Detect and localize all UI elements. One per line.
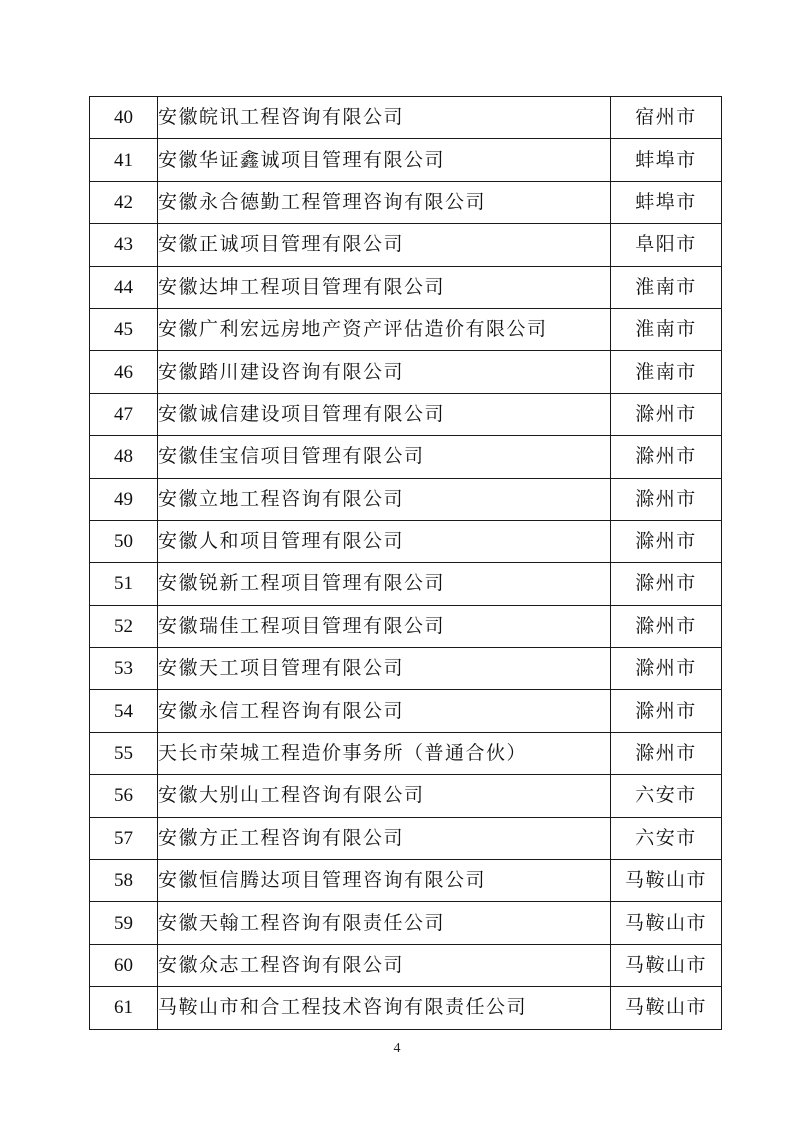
city-name: 滁州市 — [611, 605, 722, 647]
page-number: 4 — [393, 1041, 401, 1056]
row-number: 41 — [90, 139, 158, 181]
row-number: 61 — [90, 987, 158, 1029]
company-name: 天长市荣城工程造价事务所（普通合伙） — [158, 732, 611, 774]
row-number: 49 — [90, 478, 158, 520]
row-number: 47 — [90, 393, 158, 435]
company-name: 安徽广利宏远房地产资产评估造价有限公司 — [158, 308, 611, 350]
table-row — [90, 224, 722, 266]
city-name: 淮南市 — [611, 308, 722, 350]
city-name: 蚌埠市 — [611, 139, 722, 181]
company-name: 安徽恒信腾达项目管理咨询有限公司 — [158, 860, 611, 902]
city-name: 六安市 — [611, 775, 722, 817]
company-name: 安徽瑞佳工程项目管理有限公司 — [158, 605, 611, 647]
company-table — [89, 96, 722, 1030]
city-name: 滁州市 — [611, 393, 722, 435]
company-name: 安徽永信工程咨询有限公司 — [158, 690, 611, 732]
row-number: 53 — [90, 648, 158, 690]
city-name: 滁州市 — [611, 690, 722, 732]
city-name: 淮南市 — [611, 351, 722, 393]
company-name: 安徽华证鑫诚项目管理有限公司 — [158, 139, 611, 181]
city-name: 滁州市 — [611, 436, 722, 478]
company-name: 马鞍山市和合工程技术咨询有限责任公司 — [158, 987, 611, 1029]
city-name: 宿州市 — [611, 97, 722, 139]
row-number: 46 — [90, 351, 158, 393]
table-row — [90, 944, 722, 986]
company-name: 安徽天翰工程咨询有限责任公司 — [158, 902, 611, 944]
table-row — [90, 690, 722, 732]
table-row — [90, 308, 722, 350]
table-row — [90, 648, 722, 690]
row-number: 48 — [90, 436, 158, 478]
city-name: 滁州市 — [611, 478, 722, 520]
table-row — [90, 987, 722, 1029]
city-name: 淮南市 — [611, 266, 722, 308]
row-number: 45 — [90, 308, 158, 350]
row-number: 42 — [90, 181, 158, 223]
row-number: 43 — [90, 224, 158, 266]
company-table-body — [90, 97, 722, 1030]
company-name: 安徽皖讯工程咨询有限公司 — [158, 97, 611, 139]
row-number: 52 — [90, 605, 158, 647]
row-number: 40 — [90, 97, 158, 139]
company-name: 安徽诚信建设项目管理有限公司 — [158, 393, 611, 435]
table-row — [90, 266, 722, 308]
row-number: 55 — [90, 732, 158, 774]
city-name: 滁州市 — [611, 563, 722, 605]
company-name: 安徽佳宝信项目管理有限公司 — [158, 436, 611, 478]
table-row — [90, 732, 722, 774]
company-name: 安徽立地工程咨询有限公司 — [158, 478, 611, 520]
row-number: 59 — [90, 902, 158, 944]
table-row — [90, 563, 722, 605]
city-name: 马鞍山市 — [611, 860, 722, 902]
city-name: 滁州市 — [611, 520, 722, 562]
company-name: 安徽方正工程咨询有限公司 — [158, 817, 611, 859]
table-row — [90, 520, 722, 562]
company-name: 安徽达坤工程项目管理有限公司 — [158, 266, 611, 308]
table-row — [90, 139, 722, 181]
company-name: 安徽踏川建设咨询有限公司 — [158, 351, 611, 393]
row-number: 54 — [90, 690, 158, 732]
table-row — [90, 817, 722, 859]
row-number: 50 — [90, 520, 158, 562]
city-name: 马鞍山市 — [611, 987, 722, 1029]
table-row — [90, 97, 722, 139]
table-row — [90, 902, 722, 944]
table-row — [90, 393, 722, 435]
table-row — [90, 436, 722, 478]
city-name: 滁州市 — [611, 732, 722, 774]
company-name: 安徽天工项目管理有限公司 — [158, 648, 611, 690]
row-number: 56 — [90, 775, 158, 817]
company-name: 安徽大别山工程咨询有限公司 — [158, 775, 611, 817]
row-number: 51 — [90, 563, 158, 605]
company-name: 安徽人和项目管理有限公司 — [158, 520, 611, 562]
row-number: 60 — [90, 944, 158, 986]
table-row — [90, 860, 722, 902]
company-name: 安徽正诚项目管理有限公司 — [158, 224, 611, 266]
company-name: 安徽永合德勤工程管理咨询有限公司 — [158, 181, 611, 223]
city-name: 马鞍山市 — [611, 902, 722, 944]
table-row — [90, 605, 722, 647]
city-name: 阜阳市 — [611, 224, 722, 266]
table-row — [90, 775, 722, 817]
city-name: 蚌埠市 — [611, 181, 722, 223]
row-number: 58 — [90, 860, 158, 902]
company-name: 安徽锐新工程项目管理有限公司 — [158, 563, 611, 605]
table-row — [90, 478, 722, 520]
table-row — [90, 351, 722, 393]
city-name: 滁州市 — [611, 648, 722, 690]
city-name: 马鞍山市 — [611, 944, 722, 986]
company-name: 安徽众志工程咨询有限公司 — [158, 944, 611, 986]
row-number: 57 — [90, 817, 158, 859]
city-name: 六安市 — [611, 817, 722, 859]
row-number: 44 — [90, 266, 158, 308]
table-row — [90, 181, 722, 223]
